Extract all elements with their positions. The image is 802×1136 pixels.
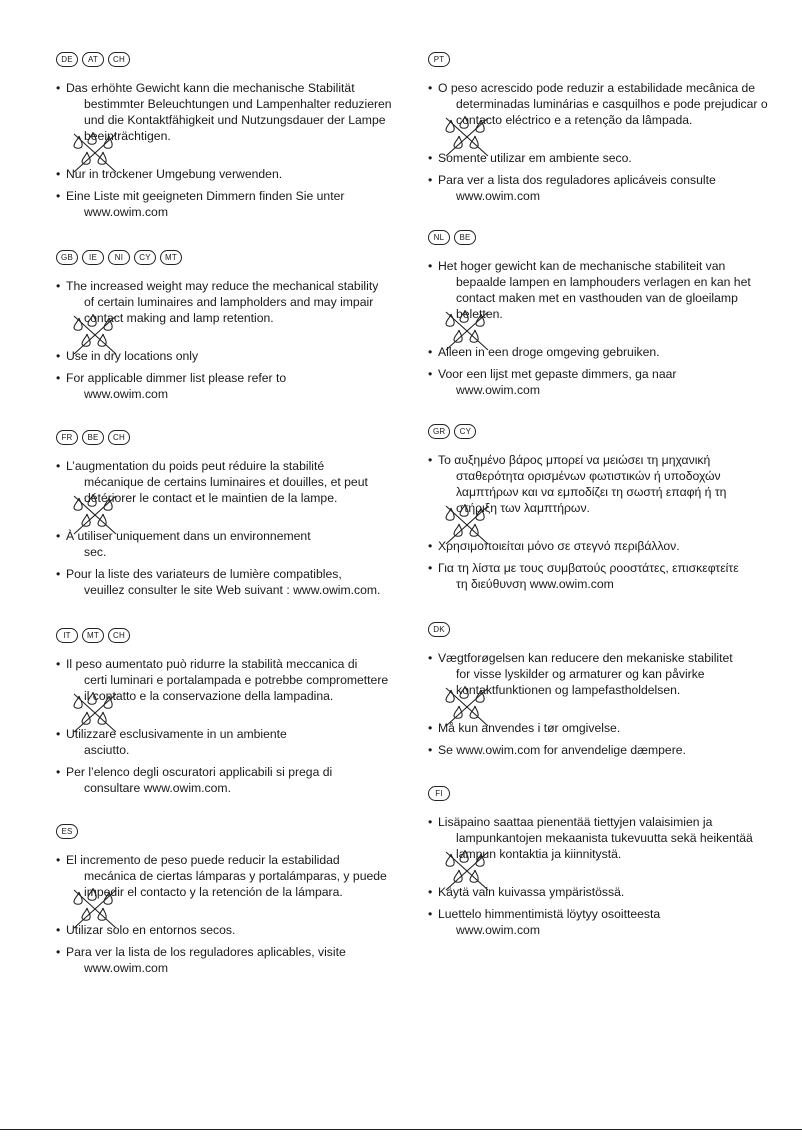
warning-line: • Lisäpaino saattaa pienentää tiettyjen valaisimien ja (438, 815, 713, 829)
dimmer-line: • Se www.owim.com for anvendelige dæmpere. (438, 743, 686, 757)
dry-bullet (428, 344, 788, 360)
warning-line: impedir el contacto y la retención de la lámpara. (84, 885, 343, 899)
language-section (428, 230, 788, 398)
dry-icon-wrap (428, 322, 788, 344)
warning-line: for visse lyskilder og armaturer og kan påvirke (456, 667, 705, 681)
country-codes (428, 622, 788, 640)
language-section (428, 786, 788, 938)
dimmer-line: www.owim.com (84, 387, 168, 401)
country-code-badge: NI (108, 250, 130, 265)
warning-line: beeinträchtigen. (84, 129, 171, 143)
dimmer-line: www.owim.com (84, 205, 168, 219)
dimmer-line: www.owim.com (456, 923, 540, 937)
warning-line: und die Kontaktfähigkeit und Nutzungsdauer der Lampe (84, 113, 386, 127)
warning-line: determinadas luminárias e casquilhos e pode prejudicar o (456, 97, 768, 111)
country-codes (428, 52, 788, 70)
dimmer-line: www.owim.com (456, 383, 540, 397)
warning-line: il contatto e la conservazione della lampadina. (84, 689, 334, 703)
dimmer-line: • Voor een lijst met gepaste dimmers, ga naar (438, 367, 677, 381)
warning-line: contacto eléctrico e a retenção da lâmpada. (456, 113, 693, 127)
country-codes (56, 824, 416, 842)
dry-bullet (56, 528, 416, 560)
dimmer-bullet (428, 366, 788, 398)
country-code-badge: BE (454, 230, 476, 245)
dimmer-bullet (56, 764, 416, 796)
language-section (56, 824, 416, 976)
country-code-badge: MT (82, 628, 104, 643)
country-code-badge: CH (108, 52, 130, 67)
dry-icon-wrap (56, 506, 416, 528)
dimmer-bullet (56, 188, 416, 220)
left-column (56, 52, 416, 976)
language-section (428, 52, 788, 204)
dry-bullet (428, 720, 788, 736)
warning-line: bepaalde lampen en lamphouders verlagen en kan het (456, 275, 751, 289)
language-section (428, 424, 788, 592)
dimmer-bullet (428, 172, 788, 204)
dimmer-line: veuillez consulter le site Web suivant : www.owim.com. (84, 583, 381, 597)
country-code-badge: CH (108, 430, 130, 445)
country-codes (428, 230, 788, 248)
dry-bullet (56, 726, 416, 758)
dry-bullet (56, 166, 416, 182)
dry-line: • Somente utilizar em ambiente seco. (438, 151, 632, 165)
dry-line: • Må kun anvendes i tør omgivelse. (438, 721, 621, 735)
language-section (428, 622, 788, 758)
country-code-badge: IT (56, 628, 78, 643)
language-section (56, 250, 416, 402)
warning-line: certi luminari e portalampada e potrebbe compromettere (84, 673, 389, 687)
country-code-badge: ES (56, 824, 78, 839)
dimmer-line: • Για τη λίστα με τους συμβατούς ροοστάτες, επισκεφτείτε (438, 561, 739, 575)
warning-line: • Het hoger gewicht kan de mechanische stabiliteit van (438, 259, 726, 273)
warning-line: of certain luminaires and lampholders and may impair (84, 295, 374, 309)
country-code-badge: CY (454, 424, 476, 439)
language-section (56, 628, 416, 796)
dry-bullet (428, 150, 788, 166)
dry-bullet (428, 884, 788, 900)
dry-bullet (428, 538, 788, 554)
warning-line: • O peso acrescido pode reduzir a estabilidade mecânica de (438, 81, 756, 95)
language-section (56, 430, 416, 598)
country-code-badge: GB (56, 250, 78, 265)
country-code-badge: DE (56, 52, 78, 67)
dimmer-line: www.owim.com (84, 961, 168, 975)
warning-line: contact maken met en vasthouden van de gloeilamp (456, 291, 738, 305)
dry-bullet (56, 348, 416, 364)
warning-line: λαμπτήρων και να εμποδίζει τη σωστή επαφή ή τη (456, 485, 727, 499)
dimmer-bullet (56, 370, 416, 402)
country-codes (56, 628, 416, 646)
dimmer-bullet (56, 566, 416, 598)
warning-line: détériorer le contact et le maintien de la lampe. (84, 491, 338, 505)
dimmer-line: • Eine Liste mit geeigneten Dimmern finden Sie unter (66, 189, 345, 203)
dimmer-bullet (56, 944, 416, 976)
dry-line: • Use in dry locations only (66, 349, 199, 363)
dry-icon-wrap (56, 144, 416, 166)
dry-line: sec. (84, 545, 107, 559)
warning-line: kontaktfunktionen og lampefastholdelsen. (456, 683, 681, 697)
dry-icon-wrap (428, 862, 788, 884)
country-codes (56, 430, 416, 448)
warning-line: mecánica de ciertas lámparas y portalámparas, y puede (84, 869, 387, 883)
warning-line: mécanique de certains luminaires et douilles, et peut (84, 475, 368, 489)
country-code-badge: CH (108, 628, 130, 643)
warning-line: • Das erhöhte Gewicht kann die mechanische Stabilität (66, 81, 355, 95)
country-codes (56, 52, 416, 70)
dimmer-line: • Luettelo himmentimistä löytyy osoitteesta (438, 907, 661, 921)
dry-icon-wrap (428, 698, 788, 720)
dimmer-line: • Para ver a lista dos reguladores aplicáveis consulte (438, 173, 716, 187)
warning-line: • Il peso aumentato può ridurre la stabilità meccanica di (66, 657, 358, 671)
dry-line: • Käytä vain kuivassa ympäristössä. (438, 885, 625, 899)
dry-icon-wrap (428, 516, 788, 538)
country-codes (428, 424, 788, 442)
dry-icon-wrap (56, 326, 416, 348)
country-code-badge: MT (160, 250, 182, 265)
warning-line: bestimmter Beleuchtungen und Lampenhalter reduzieren (84, 97, 392, 111)
dry-icon-wrap (56, 704, 416, 726)
dry-bullet (56, 922, 416, 938)
dimmer-line: τη διεύθυνση www.owim.com (456, 577, 614, 591)
dry-line: • Χρησιμοποιείται μόνο σε στεγνό περιβάλλον. (438, 539, 680, 553)
dry-line: • Nur in trockener Umgebung verwenden. (66, 167, 283, 181)
dimmer-line: • Para ver la lista de los reguladores aplicables, visite (66, 945, 346, 959)
bottom-rule (0, 1129, 802, 1130)
warning-line: • Το αυξημένο βάρος μπορεί να μειώσει τη μηχανική (438, 453, 711, 467)
country-code-badge: FR (56, 430, 78, 445)
right-column (428, 52, 788, 938)
country-codes (56, 250, 416, 268)
warning-line: beletten. (456, 307, 503, 321)
country-code-badge: NL (428, 230, 450, 245)
warning-line: • Vægtforøgelsen kan reducere den mekaniske stabilitet (438, 651, 733, 665)
dimmer-line: • Pour la liste des variateurs de lumière compatibles, (66, 567, 342, 581)
dry-icon-wrap (56, 900, 416, 922)
dry-line: • À utiliser uniquement dans un environnement (66, 529, 311, 543)
warning-line: lampun kontaktia ja kiinnitystä. (456, 847, 622, 861)
dry-line: asciutto. (84, 743, 130, 757)
dimmer-bullet (428, 560, 788, 592)
language-section (56, 52, 416, 220)
warning-line: lampunkantojen mekaanista tukevuutta sekä heikentää (456, 831, 753, 845)
country-code-badge: GR (428, 424, 450, 439)
warning-line: σταθερότητα ορισμένων φωτιστικών ή υποδοχών (456, 469, 721, 483)
warning-line: • The increased weight may reduce the mechanical stability (66, 279, 379, 293)
country-code-badge: CY (134, 250, 156, 265)
dimmer-bullet (428, 906, 788, 938)
dry-line: • Alleen in een droge omgeving gebruiken. (438, 345, 660, 359)
dry-line: • Utilizzare esclusivamente in un ambiente (66, 727, 287, 741)
country-code-badge: PT (428, 52, 450, 67)
dimmer-line: consultare www.owim.com. (84, 781, 231, 795)
country-code-badge: DK (428, 622, 450, 637)
warning-line: στήριξη των λαμπτήρων. (456, 501, 590, 515)
warning-line: contact making and lamp retention. (84, 311, 274, 325)
country-code-badge: BE (82, 430, 104, 445)
dry-icon-wrap (428, 128, 788, 150)
dimmer-line: www.owim.com (456, 189, 540, 203)
country-code-badge: IE (82, 250, 104, 265)
dimmer-bullet (428, 742, 788, 758)
warning-line: • El incremento de peso puede reducir la estabilidad (66, 853, 340, 867)
country-code-badge: FI (428, 786, 450, 801)
country-codes (428, 786, 788, 804)
dry-line: • Utilizar solo en entornos secos. (66, 923, 236, 937)
country-code-badge: AT (82, 52, 104, 67)
dimmer-line: • For applicable dimmer list please refer to (66, 371, 287, 385)
warning-line: • L’augmentation du poids peut réduire la stabilité (66, 459, 325, 473)
dimmer-line: • Per l’elenco degli oscuratori applicabili si prega di (66, 765, 333, 779)
